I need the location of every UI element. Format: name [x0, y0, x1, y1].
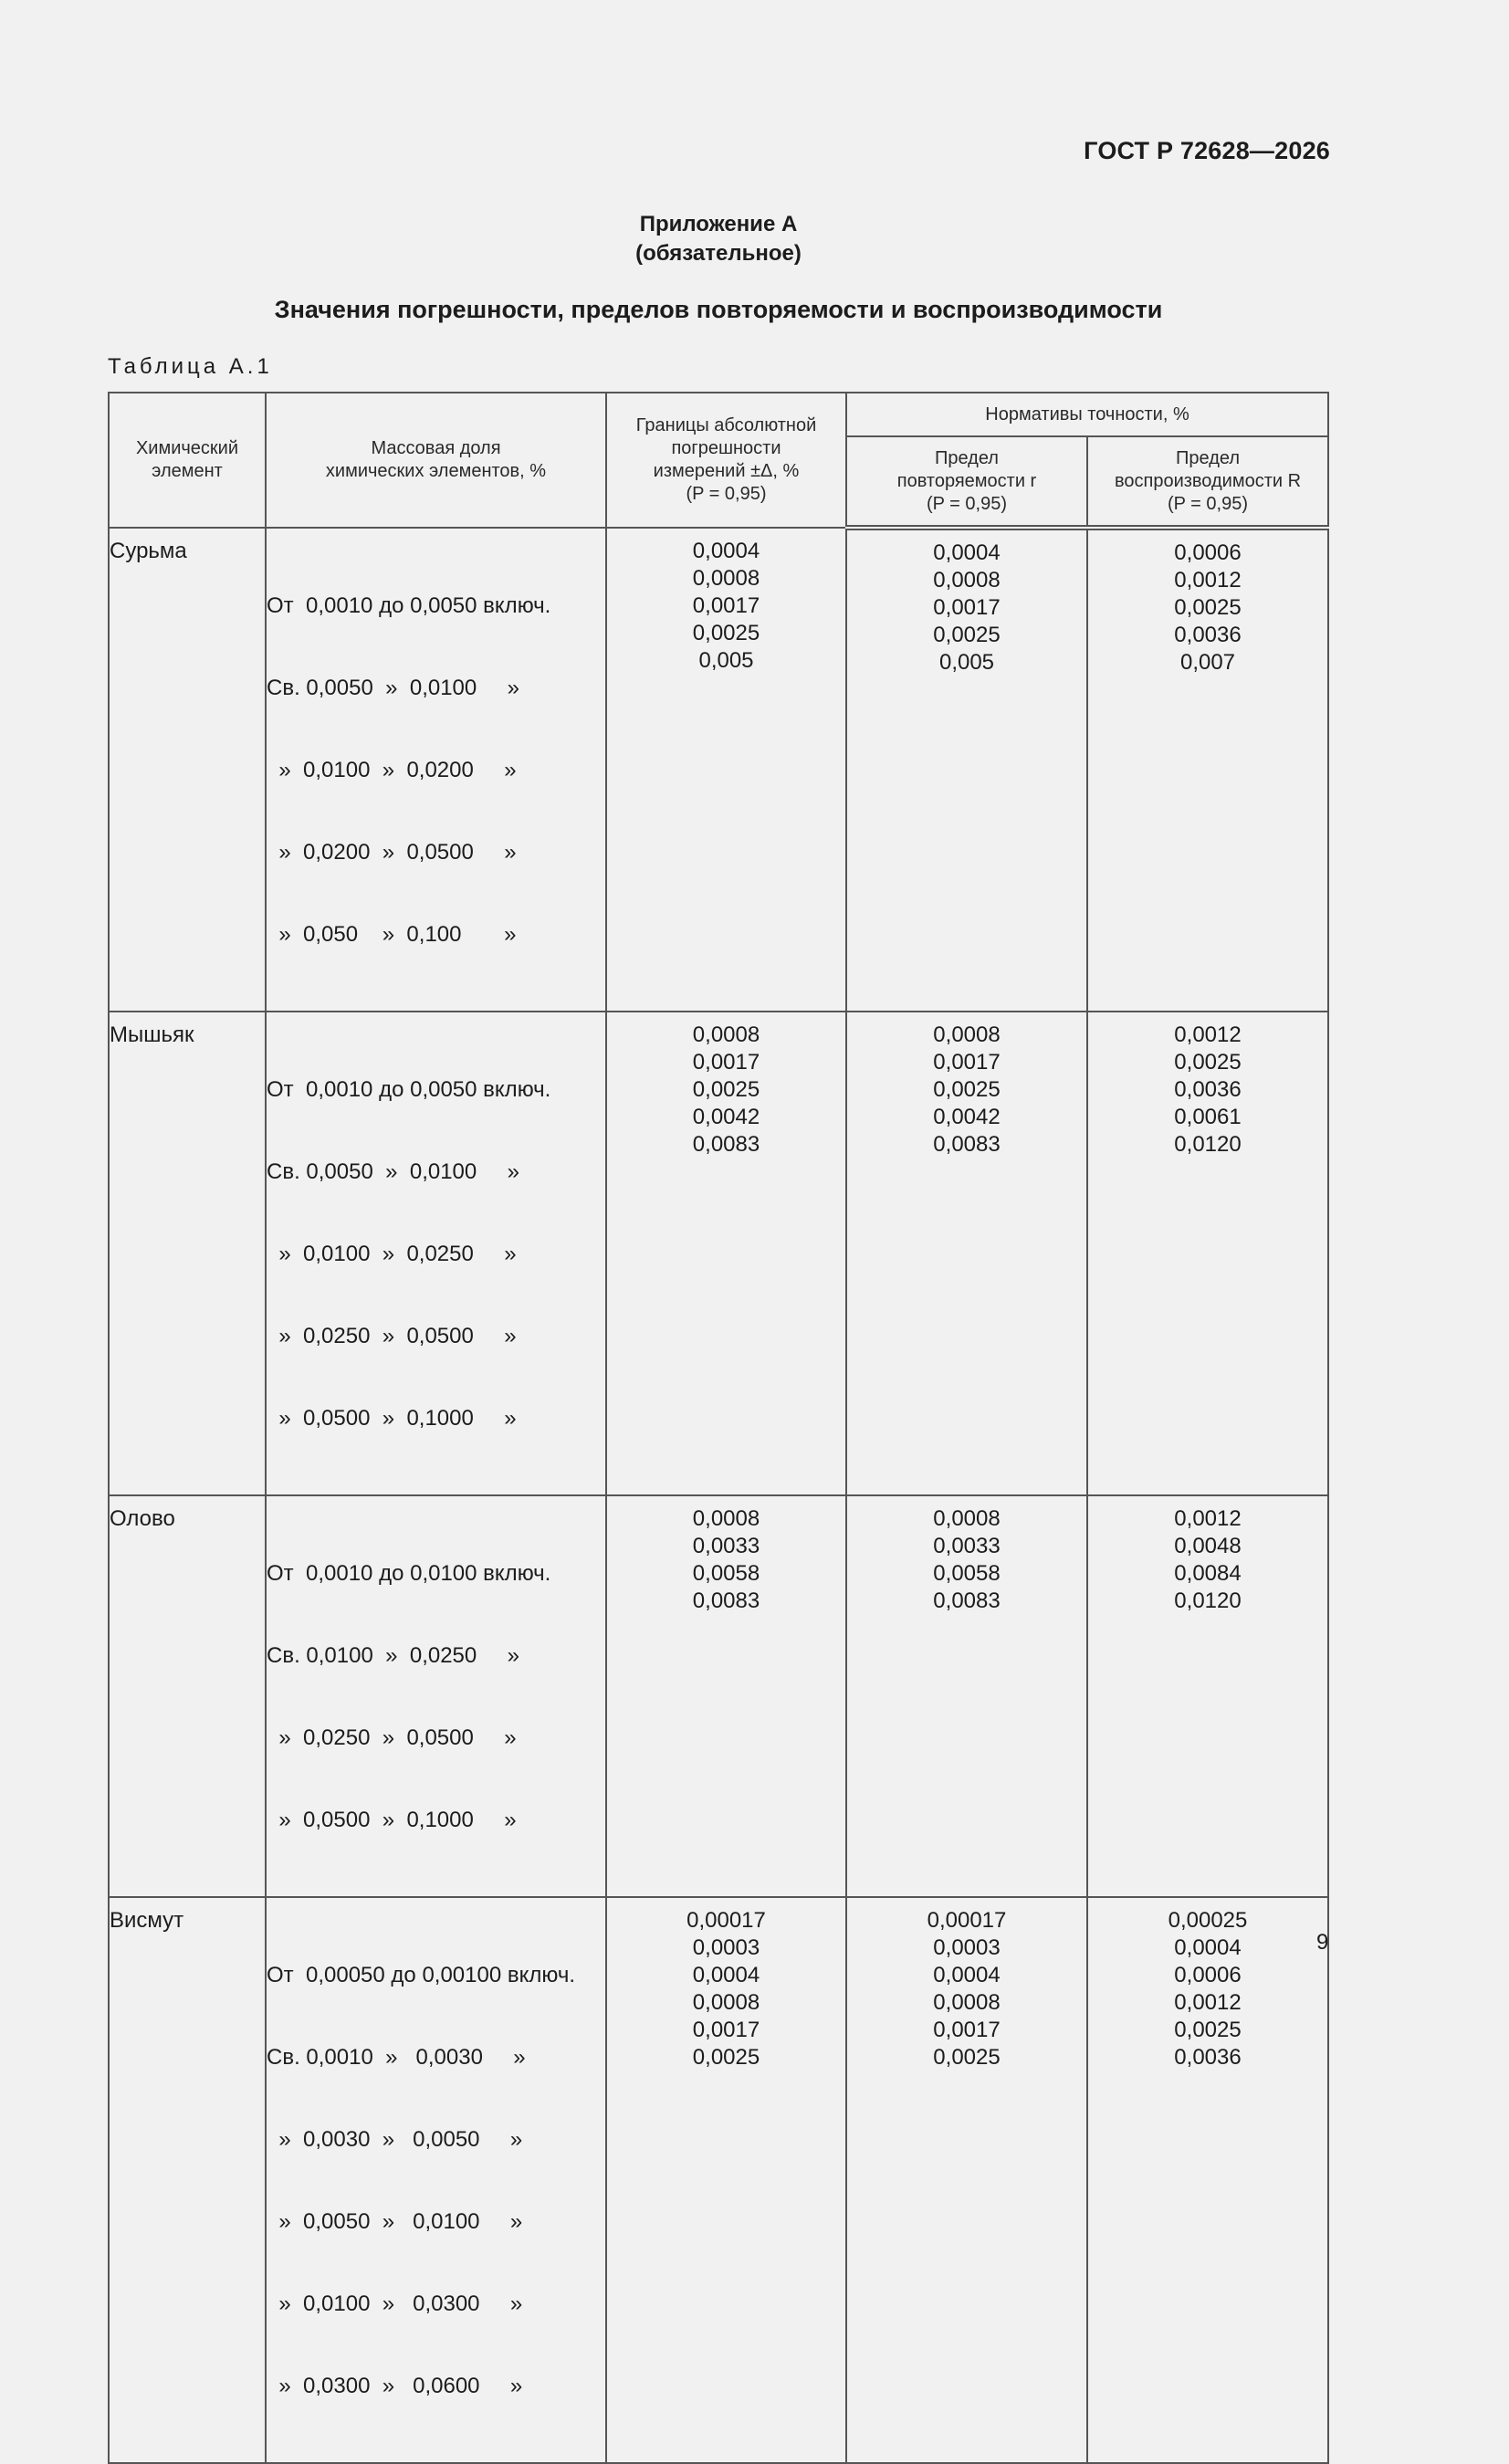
accuracy-table: [108, 392, 1329, 2464]
value-cell: 0,0004: [933, 540, 1001, 565]
error-values: [606, 1897, 846, 2463]
value-cell: 0,0042: [692, 1105, 760, 1129]
appendix-status: (обязательное): [635, 241, 802, 266]
table-row-bismuth: [109, 1897, 1328, 2463]
value-cell: 0,0025: [692, 621, 760, 645]
header-repeat-line: (P = 0,95): [926, 493, 1008, 514]
value-cell: 0,0033: [692, 1534, 760, 1558]
repeatability-values: [846, 1012, 1087, 1495]
header-reprod-line: (P = 0,95): [1167, 493, 1249, 514]
document-standard-number: ГОСТ Р 72628—2026: [1084, 137, 1330, 164]
value-cell: 0,0003: [933, 1935, 1001, 1960]
header-element-line: элемент: [152, 461, 223, 481]
value-cell: 0,0058: [933, 1561, 1001, 1586]
value-cell: 0,0083: [692, 1132, 760, 1157]
value-cell: 0,0025: [933, 2045, 1001, 2070]
error-values: [606, 1495, 846, 1897]
table-row-arsenic: [109, 1012, 1328, 1495]
section-title: Значения погрешности, пределов повторяемости и воспроизводимости: [274, 296, 1163, 323]
element-name: Мышьяк: [109, 1012, 266, 1495]
header-repeat-line: Предел: [935, 447, 999, 468]
range-line: От 0,0010 до 0,0050 включ.: [267, 593, 551, 618]
element-name: Висмут: [109, 1897, 266, 2463]
value-cell: 0,0004: [1174, 1935, 1242, 1960]
error-values: [606, 528, 846, 1012]
value-cell: 0,0012: [1174, 1506, 1242, 1531]
header-element: [109, 393, 266, 528]
range-line: От 0,0010 до 0,0050 включ.: [267, 1077, 551, 1102]
element-name: Сурьма: [109, 528, 266, 1012]
element-name: Олово: [109, 1495, 266, 1897]
range-line: От 0,0010 до 0,0100 включ.: [267, 1561, 551, 1586]
value-cell: 0,0012: [1174, 1990, 1242, 2015]
value-cell: 0,0012: [1174, 568, 1242, 592]
value-cell: 0,0025: [692, 1077, 760, 1102]
reproducibility-values: [1087, 1012, 1328, 1495]
range-line: » 0,0100 » 0,0250 »: [267, 1242, 517, 1266]
range-line: Св. 0,0050 » 0,0100 »: [267, 676, 519, 700]
header-mass-line: химических элементов, %: [325, 461, 547, 481]
range-line: От 0,00050 до 0,00100 включ.: [267, 1963, 576, 1987]
value-cell: 0,0025: [692, 2045, 760, 2070]
value-cell: 0,005: [938, 650, 995, 675]
value-cell: 0,0017: [933, 595, 1001, 620]
header-reproducibility: [1087, 436, 1328, 528]
value-cell: 0,0061: [1174, 1105, 1242, 1129]
value-cell: 0,00017: [686, 1908, 766, 1933]
mass-fraction-ranges: [266, 528, 606, 1012]
mass-fraction-ranges: [266, 1012, 606, 1495]
value-cell: 0,0008: [933, 1506, 1001, 1531]
value-cell: 0,0042: [933, 1105, 1001, 1129]
value-cell: 0,00017: [927, 1908, 1007, 1933]
value-cell: 0,0008: [692, 1990, 760, 2015]
range-line: » 0,0030 » 0,0050 »: [267, 2127, 523, 2152]
value-cell: 0,0006: [1174, 1963, 1242, 1987]
header-error-line: погрешности: [671, 438, 781, 458]
value-cell: 0,0033: [933, 1534, 1001, 1558]
appendix-title: Приложение А: [639, 212, 798, 236]
value-cell: 0,0048: [1174, 1534, 1242, 1558]
repeatability-values: [846, 1495, 1087, 1897]
header-reprod-line: воспроизводимости R: [1114, 470, 1302, 491]
page-number: 9: [1316, 1930, 1329, 1955]
value-cell: 0,0003: [692, 1935, 760, 1960]
value-cell: 0,0008: [692, 566, 760, 591]
range-line: » 0,050 » 0,100 »: [267, 922, 517, 947]
value-cell: 0,0008: [933, 1022, 1001, 1047]
header-error-line: (P = 0,95): [686, 484, 767, 504]
header-repeat-line: повторяемости r: [896, 470, 1037, 491]
reproducibility-values: [1087, 1495, 1328, 1897]
reproducibility-values: [1087, 1897, 1328, 2463]
table-row-antimony: [109, 528, 1328, 1012]
value-cell: 0,0008: [933, 1990, 1001, 2015]
value-cell: 0,0120: [1174, 1588, 1242, 1613]
range-line: » 0,0250 » 0,0500 »: [267, 1725, 517, 1750]
table-row-tin: [109, 1495, 1328, 1897]
value-cell: 0,0008: [933, 568, 1001, 592]
value-cell: 0,0025: [1174, 2018, 1242, 2042]
value-cell: 0,0008: [692, 1506, 760, 1531]
header-repeatability: [846, 436, 1087, 528]
value-cell: 0,0036: [1174, 1077, 1242, 1102]
range-line: Св. 0,0010 » 0,0030 »: [267, 2045, 526, 2070]
range-line: Св. 0,0100 » 0,0250 »: [267, 1643, 519, 1668]
header-error-line: Границы абсолютной: [635, 415, 817, 435]
value-cell: 0,0017: [933, 1050, 1001, 1075]
value-cell: 0,0036: [1174, 2045, 1242, 2070]
range-line: » 0,0500 » 0,1000 »: [267, 1808, 517, 1832]
header-norms: Нормативы точности, %: [846, 393, 1328, 436]
mass-fraction-ranges: [266, 1495, 606, 1897]
value-cell: 0,00025: [1168, 1908, 1248, 1933]
value-cell: 0,0008: [692, 1022, 760, 1047]
value-cell: 0,0004: [692, 539, 760, 563]
value-cell: 0,0083: [933, 1132, 1001, 1157]
value-cell: 0,0004: [692, 1963, 760, 1987]
value-cell: 0,0120: [1174, 1132, 1242, 1157]
value-cell: 0,0025: [933, 1077, 1001, 1102]
value-cell: 0,0058: [692, 1561, 760, 1586]
value-cell: 0,0006: [1174, 540, 1242, 565]
value-cell: 0,005: [698, 648, 754, 673]
header-reprod-line: Предел: [1176, 447, 1240, 468]
value-cell: 0,0025: [1174, 595, 1242, 620]
range-line: Св. 0,0050 » 0,0100 »: [267, 1159, 519, 1184]
header-error-bounds: [606, 393, 846, 528]
value-cell: 0,0084: [1174, 1561, 1242, 1586]
value-cell: 0,0083: [692, 1588, 760, 1613]
value-cell: 0,0017: [692, 593, 760, 618]
range-line: » 0,0100 » 0,0200 »: [267, 758, 517, 782]
range-line: » 0,0500 » 0,1000 »: [267, 1406, 517, 1431]
value-cell: 0,0012: [1174, 1022, 1242, 1047]
range-line: » 0,0050 » 0,0100 »: [267, 2209, 523, 2234]
header-error-line: измерений ±Δ, %: [653, 461, 800, 481]
appendix-heading: [0, 210, 1437, 268]
header-element-line: Химический: [135, 438, 239, 458]
value-cell: 0,0017: [692, 1050, 760, 1075]
value-cell: 0,0036: [1174, 623, 1242, 647]
value-cell: 0,007: [1179, 650, 1236, 675]
value-cell: 0,0017: [692, 2018, 760, 2042]
value-cell: 0,0017: [933, 2018, 1001, 2042]
range-line: » 0,0250 » 0,0500 »: [267, 1324, 517, 1348]
header-mass-line: Массовая доля: [371, 438, 501, 458]
value-cell: 0,0083: [933, 1588, 1001, 1613]
table-caption: Таблица А.1: [108, 354, 273, 379]
value-cell: 0,0025: [1174, 1050, 1242, 1075]
range-line: » 0,0300 » 0,0600 »: [267, 2374, 523, 2398]
value-cell: 0,0004: [933, 1963, 1001, 1987]
error-values: [606, 1012, 846, 1495]
range-line: » 0,0100 » 0,0300 »: [267, 2291, 523, 2316]
mass-fraction-ranges: [266, 1897, 606, 2463]
header-mass-fraction: [266, 393, 606, 528]
repeatability-values: [846, 528, 1087, 1012]
reproducibility-values: [1087, 528, 1328, 1012]
range-line: » 0,0200 » 0,0500 »: [267, 840, 517, 865]
repeatability-values: [846, 1897, 1087, 2463]
value-cell: 0,0025: [933, 623, 1001, 647]
